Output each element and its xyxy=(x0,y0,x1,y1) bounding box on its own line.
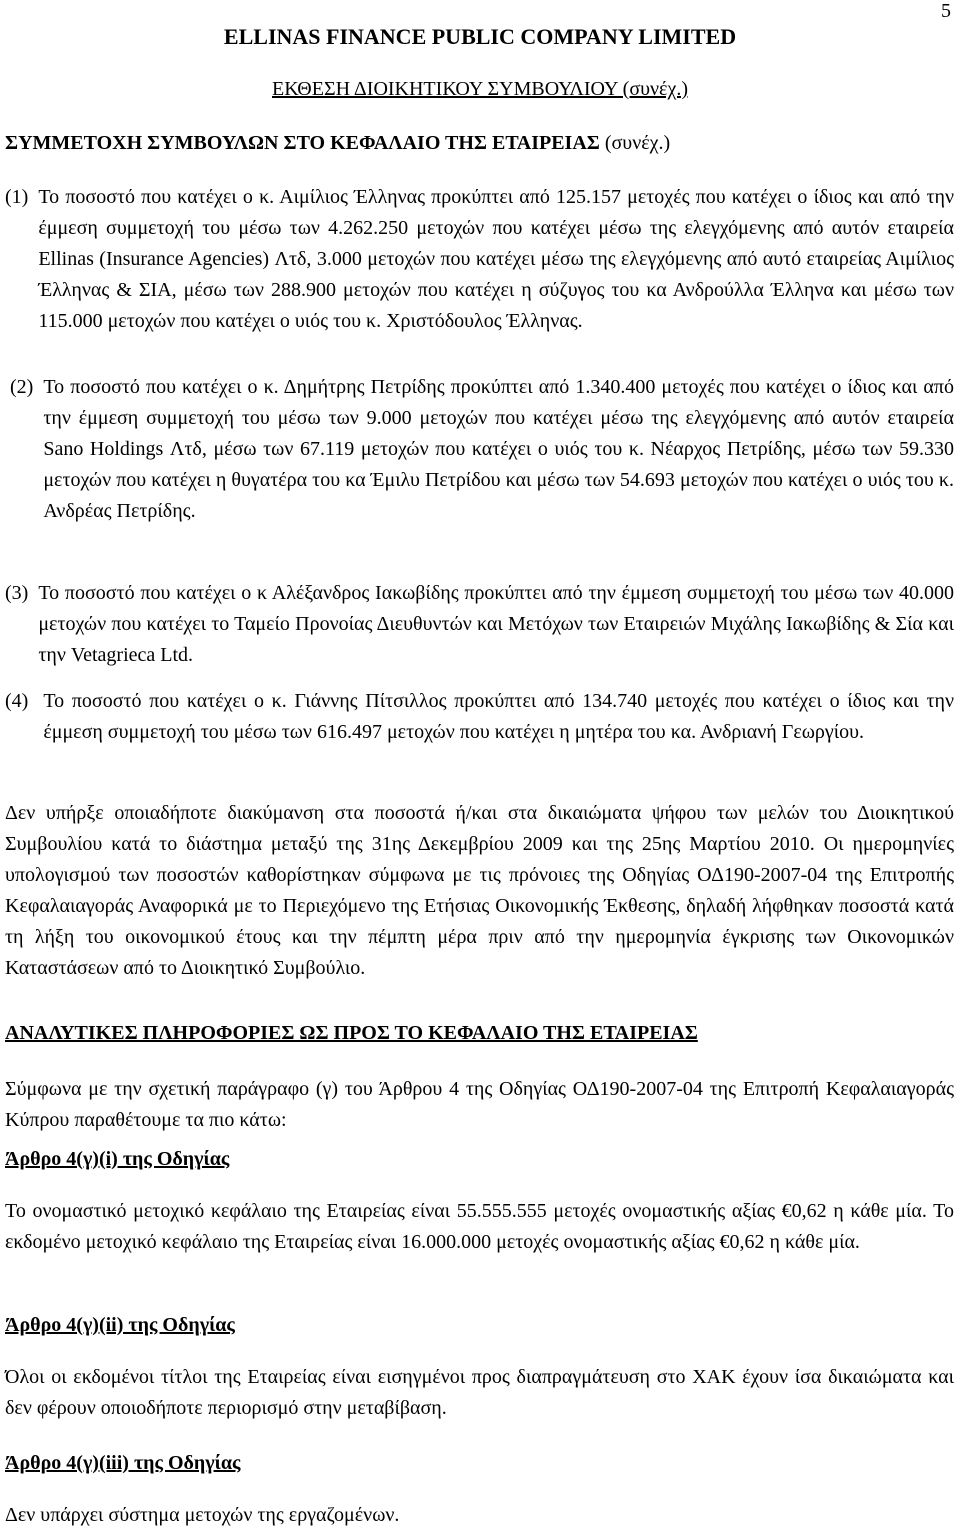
article-text-i: Το ονομαστικό μετοχικό κεφάλαιο της Εταιρείας είναι 55.555.555 μετοχές ονομαστικής αξίας €0,62 η κάθε μία. Το εκδομένο μετοχικό κεφάλαιο της Εταιρείας είναι 16.000.000 μετοχές ονομαστικής αξίας €0,62 η κάθε μία. xyxy=(5,1200,954,1253)
paragraph-voting-rights-change: Δεν υπήρξε οποιαδήποτε διακύμανση στα ποσοστά ή/και στα δικαιώματα ψήφου των μελών του Διοικητικού Συμβουλίου κατά το διάστημα μεταξύ της 31ης Δεκεμβρίου 2009 και της 25ης Μαρτίου 2010. Οι ημερομηνίες υπολογισμού των ποσοστών καθορίστηκαν σύμφωνα με τις πρόνοιες της Οδηγίας ΟΔ190-2007-04 της Επιτροπής Κεφαλαιαγοράς Αναφορικά με το Περιεχόμενο της Ετήσιας Οικονομικής Έκθεσης, δηλαδή λήφθηκαν ποσοστά κατά τη λήξη του οικονομικού έτους και την πέμπτη μέρα πριν από την ημερομηνία έγκρισης των Οικονομικών Καταστάσεων από το Διοικητικό Συμβούλιο. xyxy=(5,802,954,979)
section-title-continued: (συνέχ.) xyxy=(604,132,671,154)
paragraph-intro: Σύμφωνα με την σχετική παράγραφο (γ) του Άρθρου 4 της Οδηγίας ΟΔ190-2007-04 της Επιτροπή Κεφαλαιαγοράς Κύπρου παραθέτουμε τα πιο κάτω: xyxy=(5,1078,954,1131)
note-2 xyxy=(5,372,954,527)
section-title-text: ΣΥΜΜΕΤΟΧΗ ΣΥΜΒΟΥΛΩΝ ΣΤΟ ΚΕΦΑΛΑΙΟ ΤΗΣ ΕΤΑΙΡΕΙΑΣ xyxy=(5,132,600,154)
note-number: (1) xyxy=(5,186,39,208)
report-title: ΕΚΘΕΣΗ ΔΙΟΙΚΗΤΙΚΟΥ ΣΥΜΒΟΥΛΙΟΥ (συνέχ.) xyxy=(272,78,688,100)
page-number: 5 xyxy=(941,0,951,22)
section-title-text: ΑΝΑΛΥΤΙΚΕΣ ΠΛΗΡΟΦΟΡΙΕΣ ΩΣ ΠΡΟΣ ΤΟ ΚΕΦΑΛΑΙΟ ΤΗΣ ΕΤΑΙΡΕΙΑΣ xyxy=(5,1022,698,1044)
note-number: (2) xyxy=(5,376,44,398)
note-text: Το ποσοστό που κατέχει ο κ. Γιάννης Πίτσιλλος προκύπτει από 134.740 μετοχές που κατέχει ο ίδιος και την έμμεση συμμετοχή του μέσω των 616.497 μετοχών που κατέχει η μητέρα του κα. Ανδριανή Γεωργίου. xyxy=(43,690,954,743)
article-heading-iii: Άρθρο 4(γ)(iii) της Οδηγίας xyxy=(5,1452,241,1474)
article-text-iii: Δεν υπάρχει σύστημα μετοχών της εργαζομένων. xyxy=(5,1504,400,1526)
article-heading-ii: Άρθρο 4(γ)(ii) της Οδηγίας xyxy=(5,1314,235,1336)
article-text-ii: Όλοι οι εκδομένοι τίτλοι της Εταιρείας είναι εισηγμένοι προς διαπραγμάτευση στο ΧΑΚ έχουν ίσα δικαιώματα και δεν φέρουν οποιοδήποτε περιορισμό στην μεταβίβαση. xyxy=(5,1366,954,1419)
section-title-capital-info xyxy=(5,1020,698,1046)
note-number: (3) xyxy=(5,582,39,604)
note-3 xyxy=(5,578,954,671)
note-text: Το ποσοστό που κατέχει ο κ Αλέξανδρος Ιακωβίδης προκύπτει από την έμμεση συμμετοχή του μέσω των 40.000 μετοχών που κατέχει το Ταμείο Προνοίας Διευθυντών και Μετόχων των Εταιρειών Μιχάλης Ιακωβίδης & Σία και την Vetagrieca Ltd. xyxy=(38,582,954,666)
note-text: Το ποσοστό που κατέχει ο κ. Αιμίλιος Έλληνας προκύπτει από 125.157 μετοχές που κατέχει ο ίδιος και από την έμμεση συμμετοχή του μέσω των 4.262.250 μετοχών που κατέχει μέσω της ελεγχόμενης από αυτόν εταιρεία Ellinas (Insurance Agencies) Λτδ, 3.000 μετοχών που κατέχει μέσω της ελεγχόμενης από αυτό εταιρείας Αιμίλιος Έλληνας & ΣΙΑ, μέσω των 288.900 μετοχών που κατέχει η σύζυγος του κα Ανδρούλλα Έλληνα και μέσω των 115.000 μετοχών που κατέχει ο υιός του κ. Χριστόδουλος Έλληνας. xyxy=(38,186,954,332)
note-1 xyxy=(5,182,954,337)
section-title-directors-holdings xyxy=(5,130,670,156)
note-4 xyxy=(5,686,954,748)
company-name: ELLINAS FINANCE PUBLIC COMPANY LIMITED xyxy=(223,24,737,49)
note-text: Το ποσοστό που κατέχει ο κ. Δημήτρης Πετρίδης προκύπτει από 1.340.400 μετοχές που κατέχει ο ίδιος και από την έμμεση συμμετοχή του μέσω των 9.000 μετοχών που κατέχει μέσω της ελεγχόμενης από αυτόν εταιρεία Sano Holdings Λτδ, μέσω των 67.119 μετοχών που κατέχει ο υιός του κ. Νέαρχος Πετρίδης, μέσω των 59.330 μετοχών που κατέχει η θυγατέρα του κα Έμιλυ Πετρίδου και μέσω των 54.693 μετοχών που κατέχει ο υιός του κ. Ανδρέας Πετρίδης. xyxy=(43,376,954,522)
article-heading-i: Άρθρο 4(γ)(i) της Οδηγίας xyxy=(5,1148,230,1170)
note-number: (4) xyxy=(5,690,44,712)
